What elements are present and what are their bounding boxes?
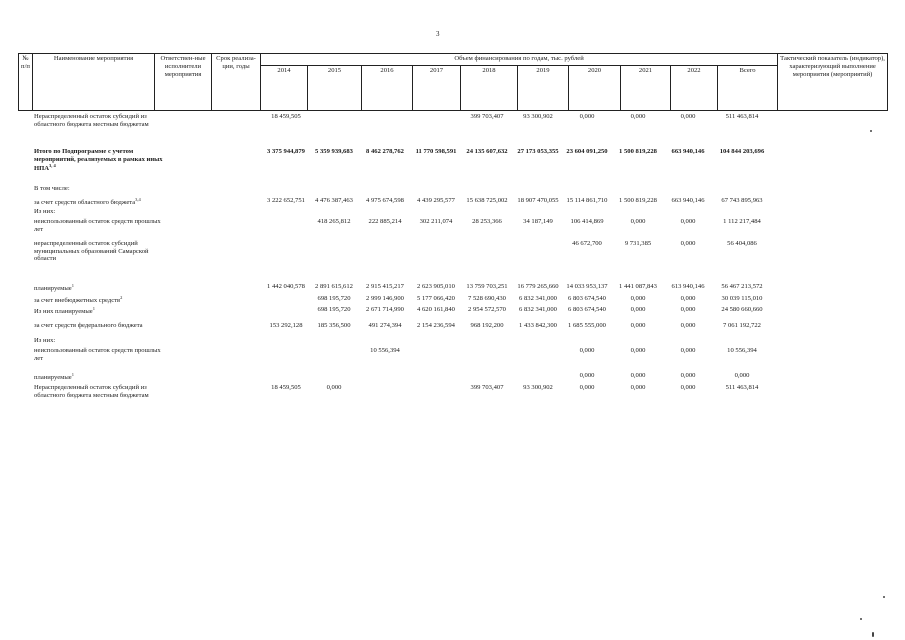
row-label-text: Нераспределенный остаток субсидий из областного бюджета местным бюджетам <box>34 113 149 128</box>
value-cell: 0,000 <box>680 372 696 379</box>
value-cell: 46 672,700 <box>572 240 602 247</box>
value-cell: 1 433 842,300 <box>519 322 557 329</box>
row-label <box>34 283 169 293</box>
value-cell: 93 300,902 <box>523 113 553 120</box>
value-cell: 5 359 939,683 <box>315 148 353 155</box>
value-cell: 18 907 470,055 <box>517 197 559 204</box>
row-label <box>34 384 169 399</box>
value-cell: 6 803 674,540 <box>568 295 606 302</box>
row-label <box>34 322 169 330</box>
value-cell: 222 885,214 <box>368 218 402 225</box>
value-cell: 0,000 <box>630 347 646 354</box>
value-cell: 0,000 <box>680 295 696 302</box>
value-cell: 511 463,814 <box>725 113 759 120</box>
value-cell: 1 685 555,000 <box>568 322 606 329</box>
value-cell: 2 623 905,010 <box>417 283 455 290</box>
header-year-cell: 2015 <box>308 66 362 111</box>
row-label-text: Из них: <box>34 337 56 344</box>
value-cell: 0,000 <box>630 295 646 302</box>
value-cell: 1 441 087,843 <box>619 283 657 290</box>
value-cell: 0,000 <box>680 347 696 354</box>
value-cell: 15 638 725,002 <box>466 197 508 204</box>
row-label <box>34 185 169 193</box>
value-cell: 5 177 066,420 <box>417 295 455 302</box>
header-term-cell: Срок реализа-ции, годы <box>212 54 261 111</box>
footnote-mark: 2 <box>120 295 123 300</box>
row-label-text: Из них: <box>34 208 56 215</box>
header-funding-cell: Объем финансирования по годам, тыс. рублей <box>261 54 778 66</box>
value-cell: 56 467 213,572 <box>721 283 763 290</box>
scan-speck <box>872 632 874 637</box>
row-label-text: В том числе: <box>34 185 70 192</box>
value-cell: 0,000 <box>680 322 696 329</box>
header-executors-cell: Ответствен-ные исполнители мероприятия <box>155 54 212 111</box>
value-cell: 93 300,902 <box>523 384 553 391</box>
value-cell: 0,000 <box>630 322 646 329</box>
row-label-text: планируемые <box>34 285 72 293</box>
row-label-text: за счет внебюджетных средств <box>34 297 121 305</box>
value-cell: 1 112 217,484 <box>723 218 761 225</box>
scan-speck <box>883 596 885 598</box>
table-header <box>18 53 888 111</box>
value-cell: 2 154 236,594 <box>417 322 455 329</box>
header-year-cell: 2022 <box>671 66 718 111</box>
row-label-text: Итого по Подпрограмме с учетом мероприятий, реализуемых в рамках иных НПА <box>34 148 163 173</box>
value-cell: 399 703,407 <box>470 384 504 391</box>
value-cell: 0,000 <box>680 306 696 313</box>
value-cell: 15 114 861,710 <box>566 197 608 204</box>
page-number: 3 <box>436 30 440 38</box>
value-cell: 2 891 615,612 <box>315 283 353 290</box>
row-label <box>34 347 169 362</box>
value-cell: 0,000 <box>326 384 342 391</box>
value-cell: 18 459,505 <box>271 113 301 120</box>
value-cell: 418 265,812 <box>317 218 351 225</box>
footnote-mark: 3,4 <box>135 197 141 202</box>
value-cell: 613 940,146 <box>671 283 705 290</box>
value-cell: 1 500 819,228 <box>619 197 657 204</box>
row-label <box>34 240 169 263</box>
row-label-text: Нераспределенный остаток субсидий из областного бюджета местным бюджетам <box>34 384 149 399</box>
value-cell: 491 274,394 <box>368 322 402 329</box>
value-cell: 1 442 040,578 <box>267 283 305 290</box>
row-label-text: за счет средств федерального бюджета <box>34 322 143 329</box>
value-cell: 1 500 819,228 <box>619 148 657 155</box>
row-label <box>34 197 169 207</box>
value-cell: 9 731,385 <box>624 240 652 247</box>
row-label <box>34 218 169 233</box>
value-cell: 6 832 341,000 <box>519 295 557 302</box>
header-total-cell: Всего <box>718 66 778 111</box>
value-cell: 302 211,074 <box>419 218 453 225</box>
row-label-text: неиспользованный остаток средств прошлых лет <box>34 347 161 362</box>
value-cell: 0,000 <box>630 372 646 379</box>
value-cell: 698 195,720 <box>317 295 351 302</box>
row-label-text: нераспределенный остаток субсидий муниципальных образований Самарской области <box>34 240 149 263</box>
value-cell: 0,000 <box>734 372 750 379</box>
value-cell: 3 222 652,751 <box>267 197 305 204</box>
row-label <box>34 113 169 128</box>
header-year-cell: 2020 <box>569 66 621 111</box>
value-cell: 0,000 <box>579 372 595 379</box>
value-cell: 13 759 703,251 <box>466 283 508 290</box>
row-label-text: Из них планируемые <box>34 308 93 316</box>
value-cell: 14 033 953,137 <box>566 283 608 290</box>
value-cell: 104 844 203,696 <box>719 148 765 155</box>
value-cell: 24 580 660,660 <box>721 306 763 313</box>
value-cell: 0,000 <box>680 384 696 391</box>
row-label-text: планируемые <box>34 374 72 382</box>
value-cell: 0,000 <box>630 384 646 391</box>
header-indicator-cell: Тактический показатель (индикатор), характеризующий выполнение мероприятия (мероприятий) <box>778 54 888 111</box>
header-name-cell: Наименование мероприятия <box>33 54 155 111</box>
value-cell: 6 832 341,000 <box>519 306 557 313</box>
value-cell: 0,000 <box>680 240 696 247</box>
value-cell: 2 954 572,570 <box>468 306 506 313</box>
value-cell: 663 940,146 <box>671 148 705 155</box>
header-year-cell: 2014 <box>261 66 308 111</box>
header-year-cell: 2018 <box>461 66 518 111</box>
row-label <box>34 337 169 345</box>
value-cell: 399 703,407 <box>470 113 504 120</box>
value-cell: 11 770 598,591 <box>415 148 457 155</box>
footnote-mark: 1 <box>71 283 74 288</box>
header-year-cell: 2019 <box>518 66 569 111</box>
value-cell: 56 404,086 <box>727 240 757 247</box>
value-cell: 3 375 944,879 <box>267 148 305 155</box>
value-cell: 0,000 <box>630 306 646 313</box>
header-year-cell: 2021 <box>621 66 671 111</box>
value-cell: 6 803 674,540 <box>568 306 606 313</box>
value-cell: 698 195,720 <box>317 306 351 313</box>
value-cell: 10 556,394 <box>370 347 400 354</box>
row-label <box>34 148 169 173</box>
value-cell: 28 253,366 <box>472 218 502 225</box>
row-label <box>34 372 169 382</box>
value-cell: 7 061 192,722 <box>723 322 761 329</box>
row-label <box>34 306 169 316</box>
scan-speck <box>860 618 862 620</box>
value-cell: 10 556,394 <box>727 347 757 354</box>
value-cell: 67 743 895,963 <box>721 197 763 204</box>
value-cell: 34 187,149 <box>523 218 553 225</box>
value-cell: 0,000 <box>680 218 696 225</box>
value-cell: 4 439 295,577 <box>417 197 455 204</box>
value-cell: 0,000 <box>579 384 595 391</box>
value-cell: 0,000 <box>630 113 646 120</box>
footnote-mark: 3, 4 <box>49 163 56 169</box>
scan-speck <box>870 130 872 132</box>
value-cell: 2 671 714,990 <box>366 306 404 313</box>
value-cell: 185 356,500 <box>317 322 351 329</box>
value-cell: 0,000 <box>579 113 595 120</box>
header-year-cell: 2016 <box>362 66 413 111</box>
value-cell: 8 462 278,762 <box>366 148 404 155</box>
value-cell: 2 999 146,900 <box>366 295 404 302</box>
value-cell: 106 414,869 <box>570 218 604 225</box>
value-cell: 153 292,128 <box>269 322 303 329</box>
value-cell: 24 135 607,632 <box>466 148 508 155</box>
header-number-cell: № п/п <box>19 54 33 111</box>
value-cell: 0,000 <box>579 347 595 354</box>
value-cell: 0,000 <box>630 218 646 225</box>
value-cell: 18 459,505 <box>271 384 301 391</box>
row-label-text: за счет средств областного бюджета <box>34 199 136 207</box>
value-cell: 7 528 690,430 <box>468 295 506 302</box>
row-label-text: неиспользованный остаток средств прошлых лет <box>34 218 161 233</box>
value-cell: 4 476 387,463 <box>315 197 353 204</box>
row-label <box>34 295 169 305</box>
value-cell: 0,000 <box>680 113 696 120</box>
value-cell: 4 975 674,598 <box>366 197 404 204</box>
value-cell: 30 039 115,010 <box>721 295 763 302</box>
value-cell: 663 940,146 <box>671 197 705 204</box>
value-cell: 511 463,814 <box>725 384 759 391</box>
value-cell: 4 620 161,840 <box>417 306 455 313</box>
value-cell: 968 192,200 <box>470 322 504 329</box>
footnote-mark: 1 <box>71 372 74 377</box>
row-label <box>34 208 169 216</box>
header-year-cell: 2017 <box>413 66 461 111</box>
value-cell: 27 173 053,355 <box>517 148 559 155</box>
footnote-mark: 1 <box>92 306 95 311</box>
value-cell: 23 604 091,250 <box>566 148 608 155</box>
value-cell: 16 779 265,660 <box>517 283 559 290</box>
value-cell: 2 915 415,217 <box>366 283 404 290</box>
